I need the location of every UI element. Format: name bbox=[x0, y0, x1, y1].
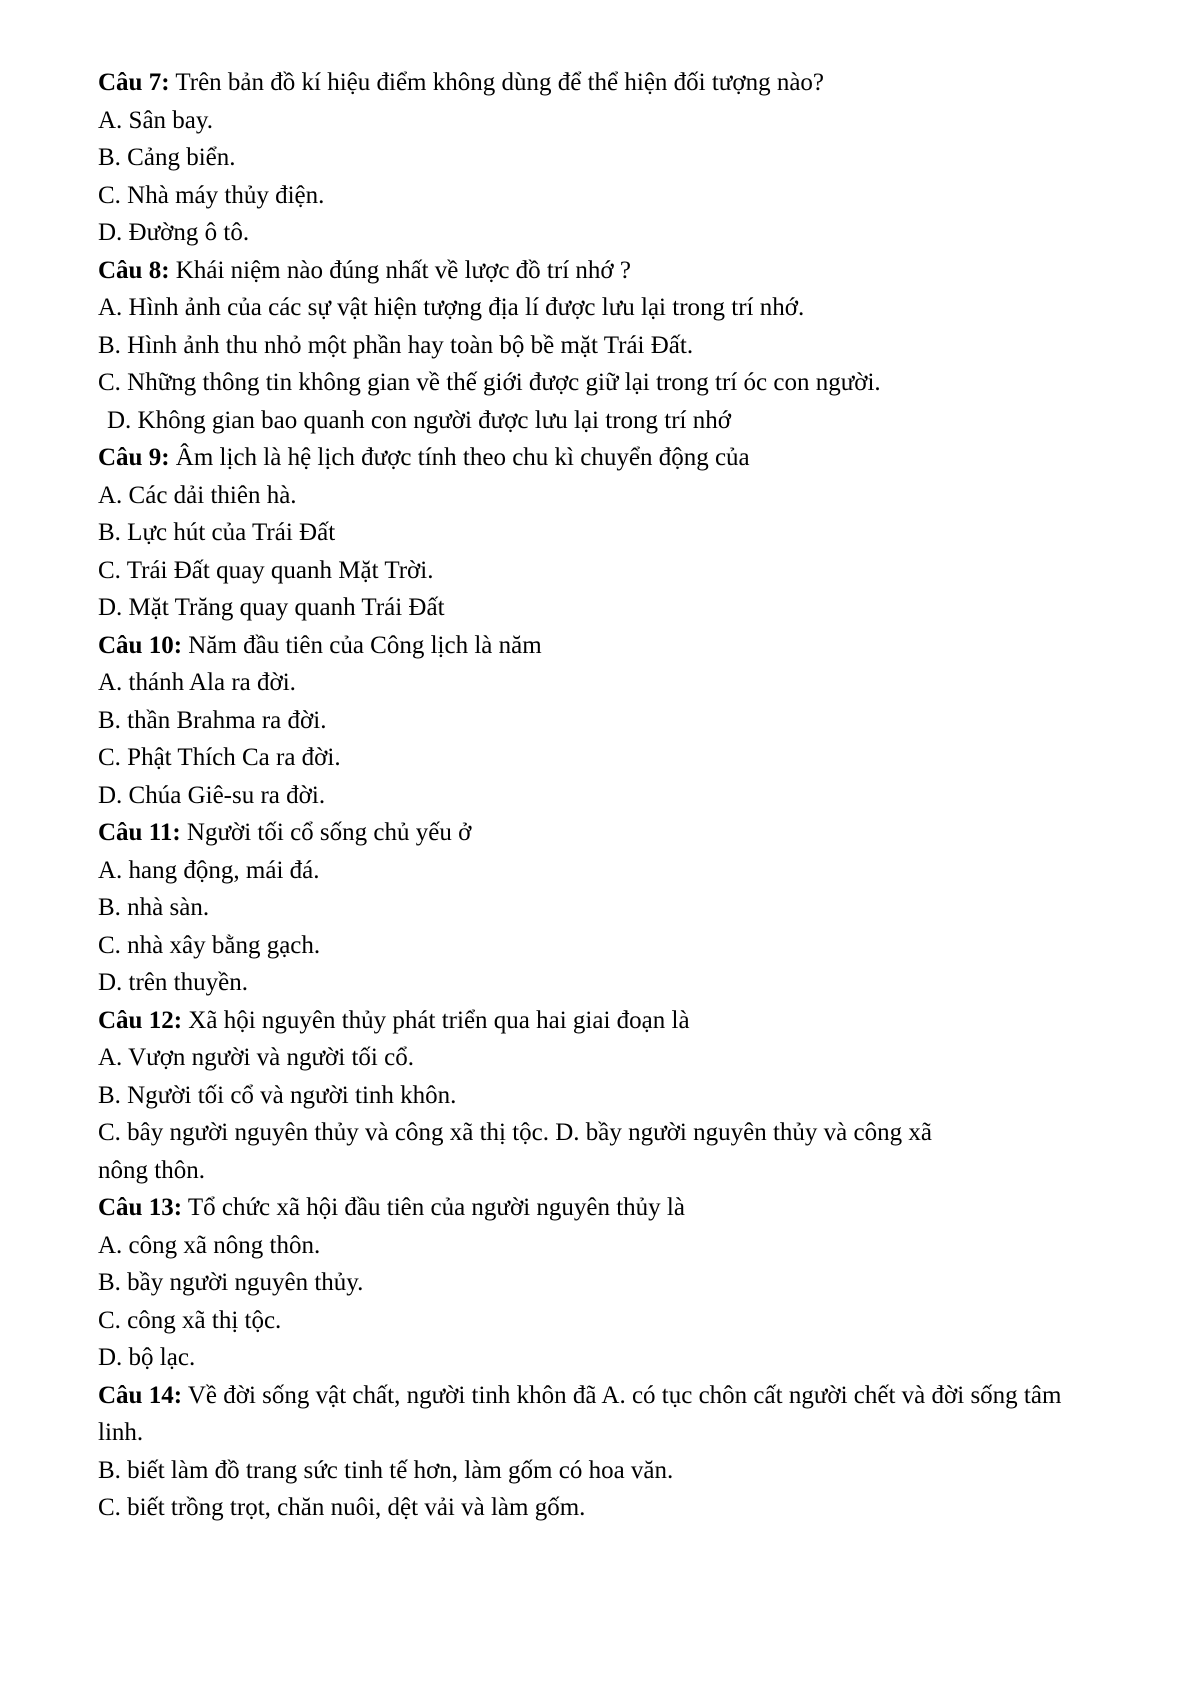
question-10-stem bbox=[98, 627, 1098, 665]
option-c: C. công xã thị tộc. bbox=[98, 1306, 282, 1334]
question-label: Câu 13: bbox=[98, 1194, 183, 1221]
option-c: C. Trái Đất quay quanh Mặt Trời. bbox=[98, 556, 434, 584]
question-text: Xã hội nguyên thủy phát triển qua hai giai đoạn là bbox=[182, 1006, 690, 1034]
option-d: D. Đường ô tô. bbox=[98, 219, 250, 246]
question-text: Khái niệm nào đúng nhất về lược đồ trí nhớ ? bbox=[169, 256, 631, 284]
option-d: D. Không gian bao quanh con người được lưu lại trong trí nhớ bbox=[107, 406, 731, 434]
question-13 bbox=[98, 1189, 1098, 1377]
option-c: C. Những thông tin không gian về thế giới được giữ lại trong trí óc con người. bbox=[98, 369, 881, 396]
question-label: Câu 14: bbox=[98, 1381, 183, 1409]
option-d: D. Mặt Trăng quay quanh Trái Đất bbox=[98, 594, 445, 621]
option-b: B. thần Brahma ra đời. bbox=[98, 706, 327, 734]
question-11 bbox=[98, 814, 1098, 1002]
option-c: C. Nhà máy thủy điện. bbox=[98, 181, 325, 209]
option-b: B. bầy người nguyên thủy. bbox=[98, 1269, 364, 1296]
option-d: D. Chúa Giê-su ra đời. bbox=[98, 781, 326, 809]
option-a: A. Các dải thiên hà. bbox=[98, 481, 297, 509]
question-label: Câu 10: bbox=[98, 631, 183, 659]
question-text: Tổ chức xã hội đầu tiên của người nguyên thủy là bbox=[182, 1194, 685, 1221]
question-text: Người tối cổ sống chủ yếu ở bbox=[180, 819, 472, 846]
option-c: C. Phật Thích Ca ra đời. bbox=[98, 744, 341, 771]
question-label: Câu 11: bbox=[98, 819, 181, 846]
option-a: A. Vượn người và người tối cổ. bbox=[98, 1044, 414, 1071]
question-12 bbox=[98, 1002, 1098, 1190]
question-12-stem bbox=[98, 1002, 1098, 1040]
question-label: Câu 7: bbox=[98, 69, 170, 96]
option-b: B. Người tối cổ và người tinh khôn. bbox=[98, 1081, 457, 1109]
question-text: Trên bản đồ kí hiệu điểm không dùng để thể hiện đối tượng nào? bbox=[169, 69, 825, 96]
option-b: B. Hình ảnh thu nhỏ một phần hay toàn bộ bề mặt Trái Đất. bbox=[98, 331, 694, 359]
question-7 bbox=[98, 64, 1098, 252]
question-label: Câu 12: bbox=[98, 1006, 183, 1034]
question-8 bbox=[98, 252, 1098, 440]
question-13-stem bbox=[98, 1189, 1098, 1227]
option-a: A. Hình ảnh của các sự vật hiện tượng địa lí được lưu lại trong trí nhớ. bbox=[98, 294, 805, 321]
option-d: D. bộ lạc. bbox=[98, 1344, 196, 1371]
option-a: A. công xã nông thôn. bbox=[98, 1231, 321, 1259]
question-9-stem bbox=[98, 439, 1098, 477]
option-b: B. Cảng biển. bbox=[98, 144, 236, 171]
question-label: Câu 8: bbox=[98, 256, 170, 284]
option-b: B. biết làm đồ trang sức tinh tế hơn, làm gốm có hoa văn. bbox=[98, 1456, 674, 1484]
question-14 bbox=[98, 1377, 1098, 1527]
question-11-stem bbox=[98, 814, 1098, 852]
option-a: A. Sân bay. bbox=[98, 106, 214, 134]
option-d: D. trên thuyền. bbox=[98, 969, 248, 996]
question-10 bbox=[98, 627, 1098, 815]
question-text: Về đời sống vật chất, người tinh khôn đã A. có tục chôn cất người chết và đời sống tâm linh. bbox=[98, 1381, 1062, 1446]
option-a: A. thánh Ala ra đời. bbox=[98, 669, 296, 696]
question-8-stem bbox=[98, 252, 1098, 290]
question-text: Năm đầu tiên của Công lịch là năm bbox=[182, 631, 542, 659]
question-7-stem bbox=[98, 64, 1098, 102]
option-c: C. nhà xây bằng gạch. bbox=[98, 931, 321, 959]
option-b: B. nhà sàn. bbox=[98, 894, 210, 921]
option-b: B. Lực hút của Trái Đất bbox=[98, 519, 336, 546]
option-c-d: C. bây người nguyên thủy và công xã thị tộc. D. bầy người nguyên thủy và công xã nông thôn. bbox=[98, 1119, 932, 1184]
question-label: Câu 9: bbox=[98, 444, 170, 471]
question-text: Âm lịch là hệ lịch được tính theo chu kì chuyển động của bbox=[169, 444, 750, 471]
option-a: A. hang động, mái đá. bbox=[98, 856, 320, 884]
option-c: C. biết trồng trọt, chăn nuôi, dệt vải và làm gốm. bbox=[98, 1494, 586, 1521]
question-9 bbox=[98, 439, 1098, 627]
question-14-stem bbox=[98, 1377, 1078, 1452]
document-page bbox=[98, 64, 1098, 1527]
